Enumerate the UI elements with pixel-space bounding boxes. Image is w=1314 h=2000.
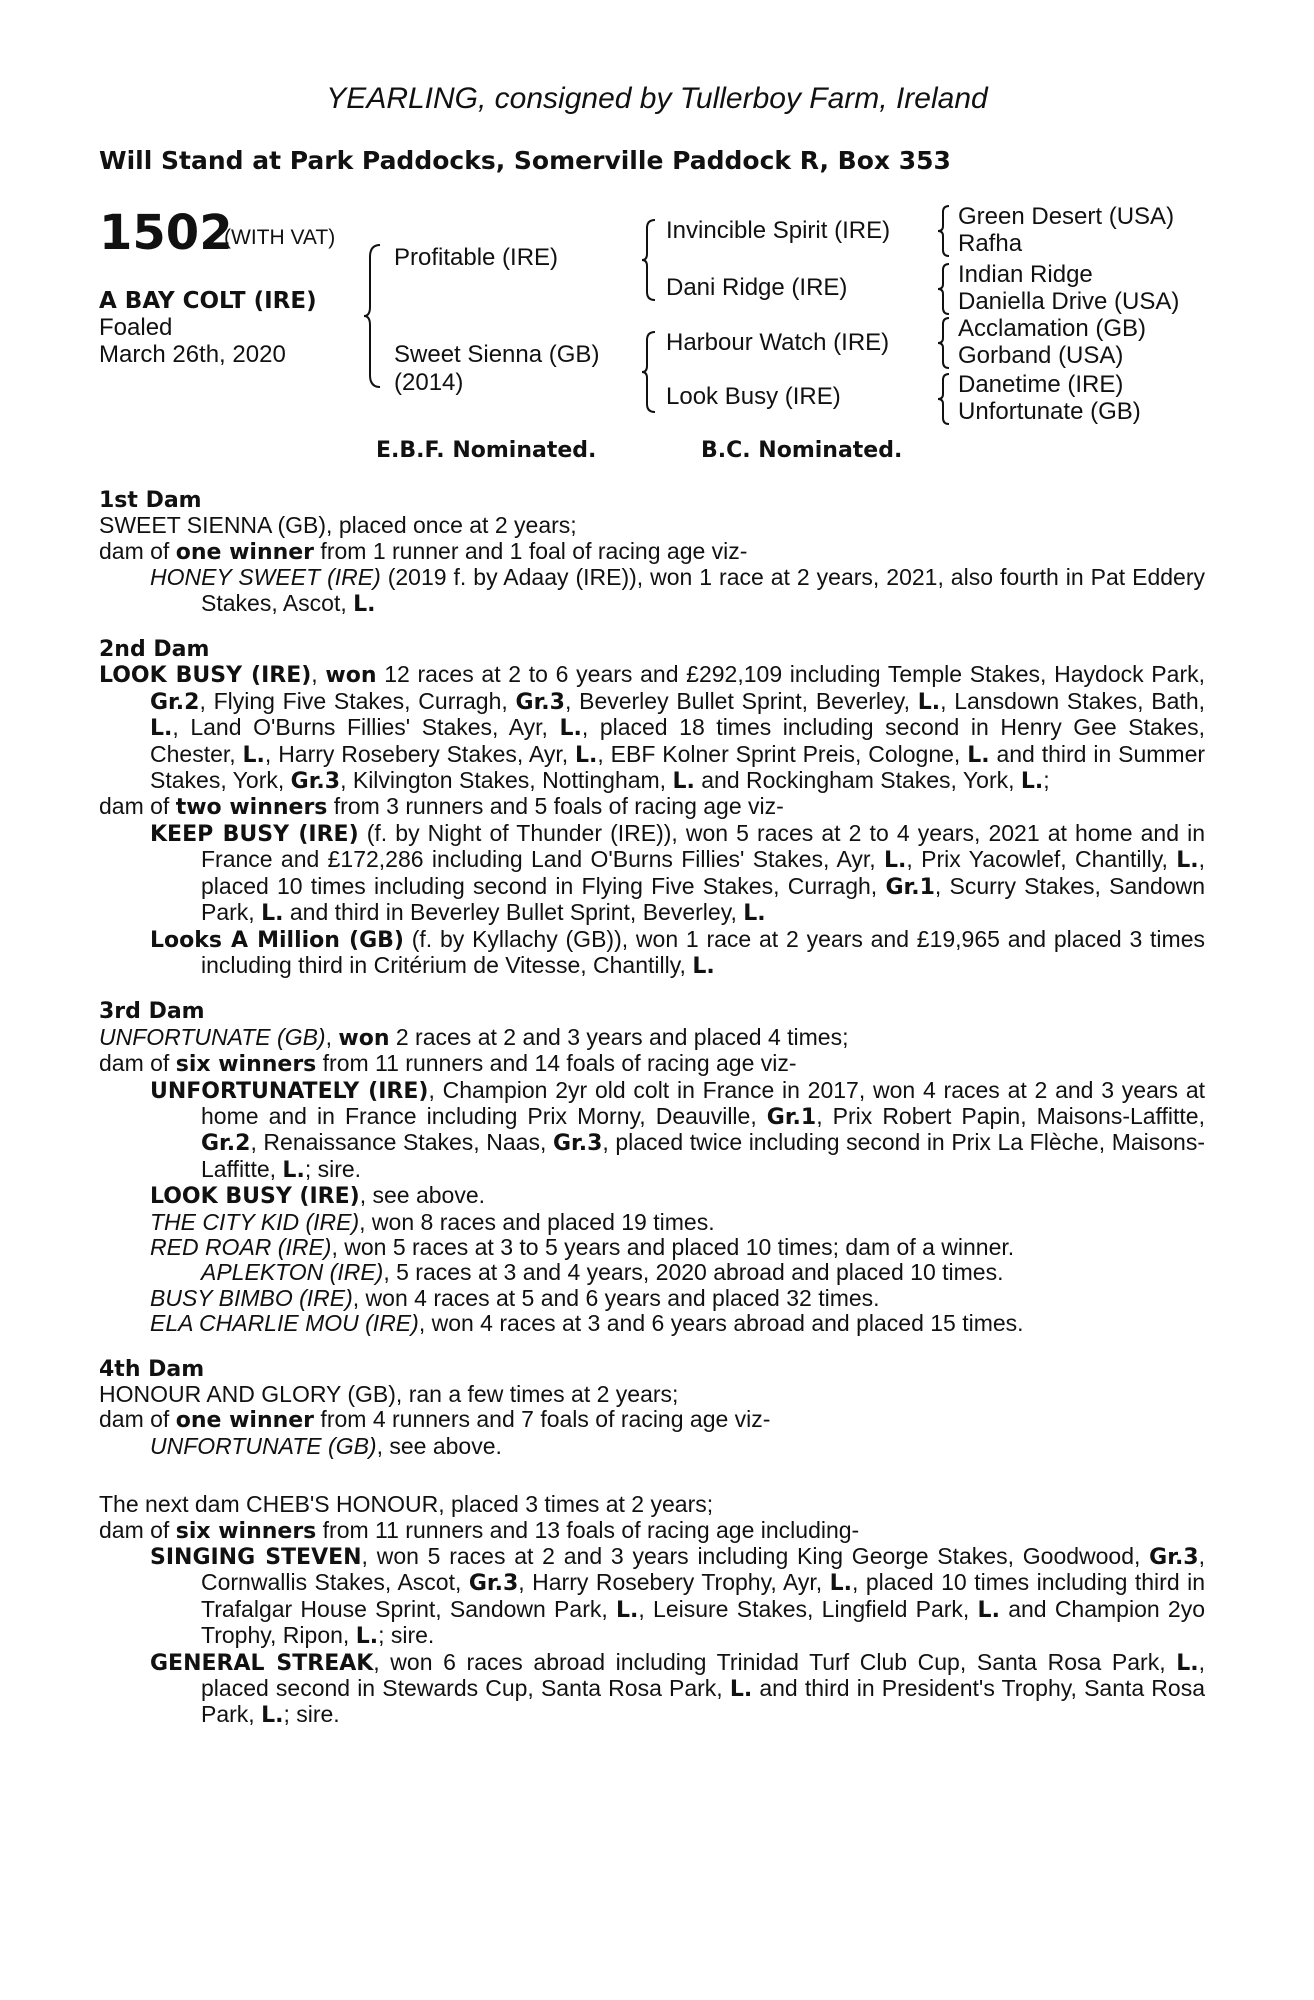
vat-note: (WITH VAT) bbox=[224, 226, 336, 249]
ebf-nomination: E.B.F. Nominated. bbox=[376, 438, 597, 463]
pedigree-ssd: Rafha bbox=[958, 230, 1023, 257]
lot-title: A BAY COLT (IRE) bbox=[99, 288, 317, 314]
third-dam-heading: 3rd Dam bbox=[99, 999, 205, 1025]
fourth-dam-heading: 4th Dam bbox=[99, 1356, 205, 1382]
look-busy-entry: LOOK BUSY (IRE), see above. bbox=[150, 1182, 485, 1210]
lot-number: 1502 bbox=[99, 205, 233, 261]
next-dam-section bbox=[99, 1492, 1205, 1729]
busy-bimbo-entry: BUSY BIMBO (IRE), won 4 races at 5 and 6 years and placed 32 times. bbox=[150, 1284, 880, 1311]
first-dam-produce-line: dam of one winner from 1 runner and 1 foal of racing age viz- bbox=[99, 537, 748, 565]
fourth-dam-produce-line: dam of one winner from 4 runners and 7 foals of racing age viz- bbox=[99, 1406, 771, 1434]
pedigree-sire-dam: Dani Ridge (IRE) bbox=[666, 274, 848, 301]
ela-charlie-mou-entry: ELA CHARLIE MOU (IRE), won 4 races at 3 and 6 years abroad and placed 15 times. bbox=[150, 1310, 1024, 1337]
red-roar-entry: RED ROAR (IRE), won 5 races at 3 to 5 years and placed 10 times; dam of a winner. bbox=[150, 1233, 1015, 1260]
pedigree-dds: Danetime (IRE) bbox=[958, 371, 1124, 398]
city-kid-entry: THE CITY KID (IRE), won 8 races and placed 19 times. bbox=[150, 1208, 715, 1235]
third-dam-section bbox=[99, 999, 1205, 1336]
pedigree-brace-ss bbox=[936, 204, 952, 258]
foaled-date: March 26th, 2020 bbox=[99, 341, 286, 368]
general-streak-entry: GENERAL STREAK, won 6 races abroad including Trinidad Turf Club Cup, Santa Rosa Park, L., placed second in Stewards Cup, Santa Rosa Park, L. and third in President's Trophy, Santa Rosa Park, L.; sire. bbox=[150, 1648, 1205, 1729]
first-dam-line: SWEET SIENNA (GB), placed once at 2 years; bbox=[99, 512, 577, 539]
singing-steven-entry: SINGING STEVEN, won 5 races at 2 and 3 years including King George Stakes, Goodwood, Gr.3, Cornwallis Stakes, Ascot, Gr.3, Harry Rosebery Trophy, Ayr, L., placed 10 times including third in Trafalgar House Sprint, Sandown Park, L., Leisure Stakes, Lingfield Park, L. and Champion 2yo Trophy, Ripon, L.; sire. bbox=[150, 1543, 1205, 1650]
unfortunately-entry: UNFORTUNATELY (IRE), Champion 2yr old colt in France in 2017, won 4 races at 2 and 3 years at home and in France including Prix Morny, Deauville, Gr.1, Prix Robert Papin, Maisons-Laffitte, Gr.2, Renaissance Stakes, Naas, Gr.3, placed twice including second in Prix La Flèche, Maisons-Laffitte, L.; sire. bbox=[150, 1076, 1206, 1183]
pedigree-dss: Acclamation (GB) bbox=[958, 315, 1147, 342]
pedigree-dsd: Gorband (USA) bbox=[958, 342, 1124, 369]
next-dam-line: The next dam CHEB'S HONOUR, placed 3 times at 2 years; bbox=[99, 1491, 714, 1518]
third-dam-produce-line: dam of six winners from 11 runners and 14 foals of racing age viz- bbox=[99, 1050, 797, 1078]
pedigree-sire-sire: Invincible Spirit (IRE) bbox=[666, 217, 891, 244]
third-dam-record: UNFORTUNATE (GB), won 2 races at 2 and 3 years and placed 4 times; bbox=[99, 1023, 849, 1051]
pedigree-brace-sd bbox=[936, 262, 952, 316]
pedigree-dam-dam: Look Busy (IRE) bbox=[666, 383, 841, 410]
pedigree-sss: Green Desert (USA) bbox=[958, 203, 1175, 230]
aplekton-entry: APLEKTON (IRE), 5 races at 3 and 4 years, 2020 abroad and placed 10 times. bbox=[201, 1259, 1004, 1286]
pedigree-dam-sire: Harbour Watch (IRE) bbox=[666, 329, 890, 356]
fourth-dam-line: HONOUR AND GLORY (GB), ran a few times at 2 years; bbox=[99, 1381, 679, 1407]
foaled-label: Foaled bbox=[99, 314, 173, 341]
next-dam-produce-line: dam of six winners from 11 runners and 13 foals of racing age including- bbox=[99, 1516, 860, 1544]
pedigree-sds: Indian Ridge bbox=[958, 261, 1093, 288]
pedigree-brace-ds bbox=[936, 316, 952, 370]
pedigree-sdd: Daniella Drive (USA) bbox=[958, 288, 1180, 315]
pedigree-brace-dam bbox=[640, 330, 658, 414]
pedigree-brace-dd bbox=[936, 372, 952, 426]
first-dam-section bbox=[99, 488, 1205, 617]
second-dam-section bbox=[99, 637, 1205, 979]
pedigree-brace-main bbox=[362, 243, 384, 389]
pedigree-sire: Profitable (IRE) bbox=[394, 244, 559, 271]
second-dam-produce-line: dam of two winners from 3 runners and 5 foals of racing age viz- bbox=[99, 793, 784, 821]
unfortunate-entry: UNFORTUNATE (GB), see above. bbox=[150, 1432, 502, 1459]
looks-a-million-entry: Looks A Million (GB) (f. by Kyllachy (GB)), won 1 race at 2 years and £19,965 and placed 3 times including third in Critérium de Vitesse, Chantilly, L. bbox=[150, 925, 1205, 979]
catalogue-body bbox=[99, 488, 1205, 1729]
second-dam-record: LOOK BUSY (IRE), won 12 races at 2 to 6 years and £292,109 including Temple Stakes, Haydock Park, Gr.2, Flying Five Stakes, Curragh, Gr.3, Beverley Bullet Sprint, Beverley, L., Lansdown Stakes, Bath, L., Land O'Burns Fillies' Stakes, Ayr, L., placed 18 times including second in Henry Gee Stakes, Chester, L., Harry Rosebery Stakes, Ayr, L., EBF Kolner Sprint Preis, Cologne, L. and third in Summer Stakes, York, Gr.3, Kilvington Stakes, Nottingham, L. and Rockingham Stakes, York, L.; bbox=[99, 661, 1206, 795]
consignment-header: YEARLING, consigned by Tullerboy Farm, Ireland bbox=[326, 82, 988, 115]
pedigree-dam-year: (2014) bbox=[394, 369, 464, 396]
first-dam-foal-entry: HONEY SWEET (IRE) (2019 f. by Adaay (IRE)), won 1 race at 2 years, 2021, also fourth in Pat Eddery Stakes, Ascot, L. bbox=[150, 564, 1205, 617]
bc-nomination: B.C. Nominated. bbox=[701, 438, 903, 463]
keep-busy-entry: KEEP BUSY (IRE) (f. by Night of Thunder (IRE)), won 5 races at 2 to 4 years, 2021 at home and in France and £172,286 including Land O'Burns Fillies' Stakes, Ayr, L., Prix Yacowlef, Chantilly, L., placed 10 times including second in Flying Five Stakes, Curragh, Gr.1, Scurry Stakes, Sandown Park, L. and third in Beverley Bullet Sprint, Beverley, L. bbox=[150, 819, 1206, 927]
stand-location: Will Stand at Park Paddocks, Somerville Paddock R, Box 353 bbox=[99, 146, 951, 175]
pedigree-ddd: Unfortunate (GB) bbox=[958, 398, 1141, 425]
second-dam-heading: 2nd Dam bbox=[99, 637, 210, 663]
first-dam-heading: 1st Dam bbox=[99, 488, 202, 513]
pedigree-brace-sire bbox=[640, 218, 658, 302]
pedigree-dam: Sweet Sienna (GB) bbox=[394, 341, 600, 368]
fourth-dam-section bbox=[99, 1357, 1205, 1460]
